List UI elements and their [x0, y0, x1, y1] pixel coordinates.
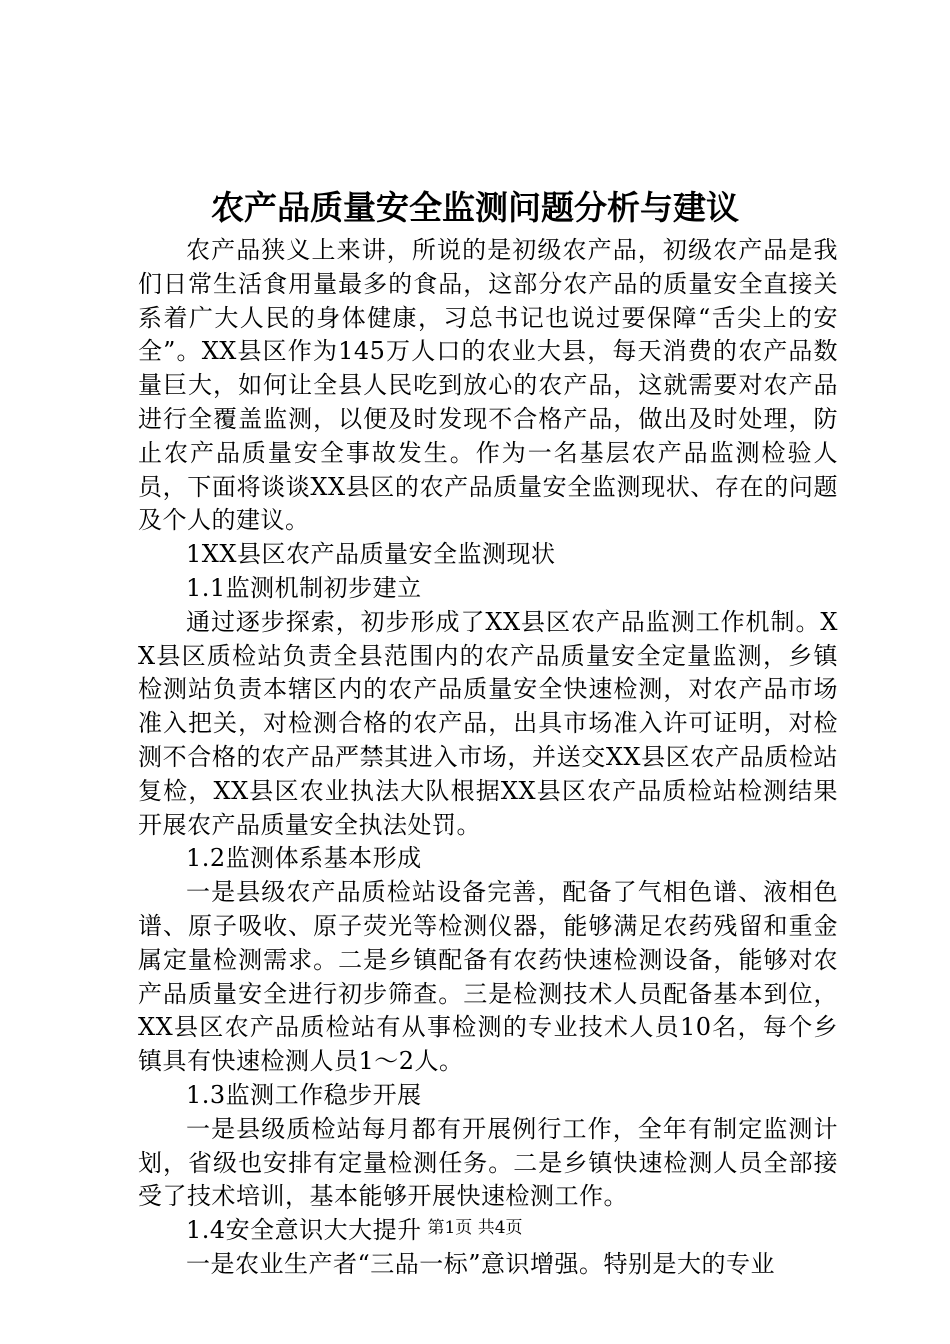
intro-paragraph: 农产品狭义上来讲，所说的是初级农产品，初级农产品是我们日常生活食用量最多的食品，这部分农产品的质量安全直接关系着广大人民的身体健康，习总书记也说过要保障“舌尖上的安全”。XX县区作为145万人口的农业大县，每天消费的农产品数量巨大，如何让全县人民吃到放心的农产品，这就需要对农产品进行全覆盖监测，以便及时发现不合格产品，做出及时处理，防止农产品质量安全事故发生。作为一名基层农产品监测检验人员，下面将谈谈XX县区的农产品质量安全监测现状、存在的问题及个人的建议。 — [138, 236, 838, 535]
page-number-footer: 第1页 共4页 — [427, 1218, 523, 1238]
section-1-2-paragraph: 一是县级农产品质检站设备完善，配备了气相色谱、液相色谱、原子吸收、原子荧光等检测仪器，能够满足农药残留和重金属定量检测需求。二是乡镇配备有农药快速检测设备，能够对农产品质量安全进行初步筛查。三是检测技术人员配备基本到位，XX县区农产品质检站有从事检测的专业技术人员10名，每个乡镇具有快速检测人员1～2人。 — [138, 878, 838, 1076]
document-body — [138, 234, 838, 1282]
section-1-heading: 1XX县区农产品质量安全监测现状 — [186, 540, 556, 569]
section-1-1-heading: 1.1监测机制初步建立 — [186, 573, 422, 602]
section-1-1-paragraph: 通过逐步探索，初步形成了XX县区农产品监测工作机制。XX县区质检站负责全县范围内的农产品质量安全定量监测，乡镇检测站负责本辖区内的农产品质量安全快速检测，对农产品市场准入把关，对检测合格的农产品，出具市场准入许可证明，对检测不合格的农产品严禁其进入市场，并送交XX县区农产品质检站复检，XX县区农业执法大队根据XX县区农产品质检站检测结果开展农产品质量安全执法处罚。 — [138, 607, 838, 839]
section-1-3-paragraph: 一是县级质检站每月都有开展例行工作，全年有制定监测计划，省级也安排有定量检测任务。二是乡镇快速检测人员全部接受了技术培训，基本能够开展快速检测工作。 — [138, 1114, 838, 1211]
section-1-2-heading: 1.2监测体系基本形成 — [186, 844, 422, 873]
document-title: 农产品质量安全监测问题分析与建议 — [211, 188, 739, 227]
section-1-4-heading: 1.4安全意识大大提升 — [186, 1216, 422, 1245]
section-1-4-paragraph: 一是农业生产者“三品一标”意识增强。特别是大的专业 — [186, 1249, 776, 1278]
section-1-3-heading: 1.3监测工作稳步开展 — [186, 1080, 422, 1109]
